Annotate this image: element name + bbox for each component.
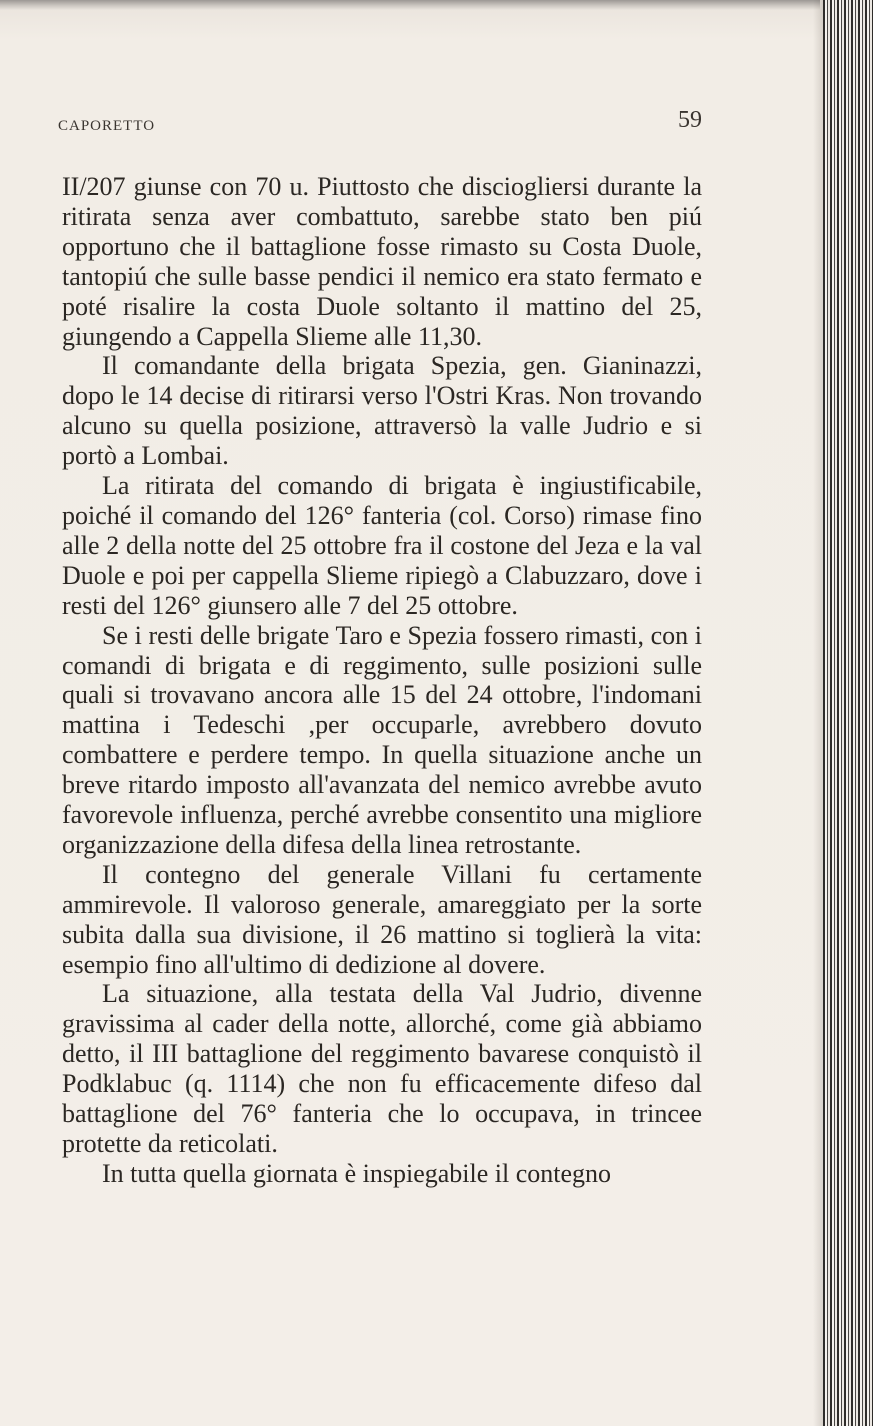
paragraph: In tutta quella giornata è inspiegabile il contegno xyxy=(102,1158,612,1188)
paragraph: La ritirata del comando di brigata è ingiustificabile, poiché il comando del 126° fanteria (col. Corso) rimase fino alle 2 della notte del 25 ottobre fra il costone del Jeza e la val Duole e poi per cappella Slieme ripiegò a Clabuzzaro, dove i resti del 126° giunsero alle 7 del 25 ottobre. xyxy=(62,471,702,620)
body-text xyxy=(62,172,702,1189)
paragraph: Il comandante della brigata Spezia, gen. Gianinazzi, dopo le 14 decise di ritirarsi verso l'Ostri Kras. Non trovando alcuno su quella posizione, attraversò la valle Judrio e si portò a Lombai. xyxy=(62,351,702,471)
paragraph: Il contegno del generale Villani fu certamente ammirevole. Il valoroso generale, amareggiato per la sorte subita dalla sua divisione, il 26 mattino si toglierà la vita: esempio fino all'ultimo di dedizione al dovere. xyxy=(62,859,702,979)
paragraph: II/207 giunse con 70 u. Piuttosto che disciogliersi durante la ritirata senza aver combattuto, sarebbe stato ben piú opportuno che il battaglione fosse rimasto su Costa Duole, tantopiú che sulle basse pendici il nemico era stato fermato e poté risalire la costa Duole soltanto il mattino del 25, giungendo a Cappella Slieme alle 11,30. xyxy=(62,172,702,351)
running-head: CAPORETTO xyxy=(58,118,156,134)
book-page-edges xyxy=(823,0,873,1426)
scan-top-edge xyxy=(0,0,820,10)
paragraph: Se i resti delle brigate Taro e Spezia fossero rimasti, con i comandi di brigata e di reggimento, sulle posizioni sulle quali si trovavano ancora alle 15 del 24 ottobre, l'indomani mattina i Tedeschi ,per occuparle, avrebbero dovuto combattere e perdere tempo. In quella situazione anche un breve ritardo imposto all'avanzata del nemico avrebbe avuto favorevole influenza, perché avrebbe consentito una migliore organizzazione della difesa della linea retrostante. xyxy=(62,620,702,859)
paragraph: La situazione, alla testata della Val Judrio, divenne gravissima al cader della notte, allorché, come già abbiamo detto, il III battaglione del reggimento bavarese conquistò il Podklabuc (q. 1114) che non fu efficacemente difeso dal battaglione del 76° fanteria che lo occupava, in trincee protette da reticolati. xyxy=(62,979,702,1158)
page-number: 59 xyxy=(678,107,702,133)
gutter-shadow xyxy=(813,0,823,1426)
